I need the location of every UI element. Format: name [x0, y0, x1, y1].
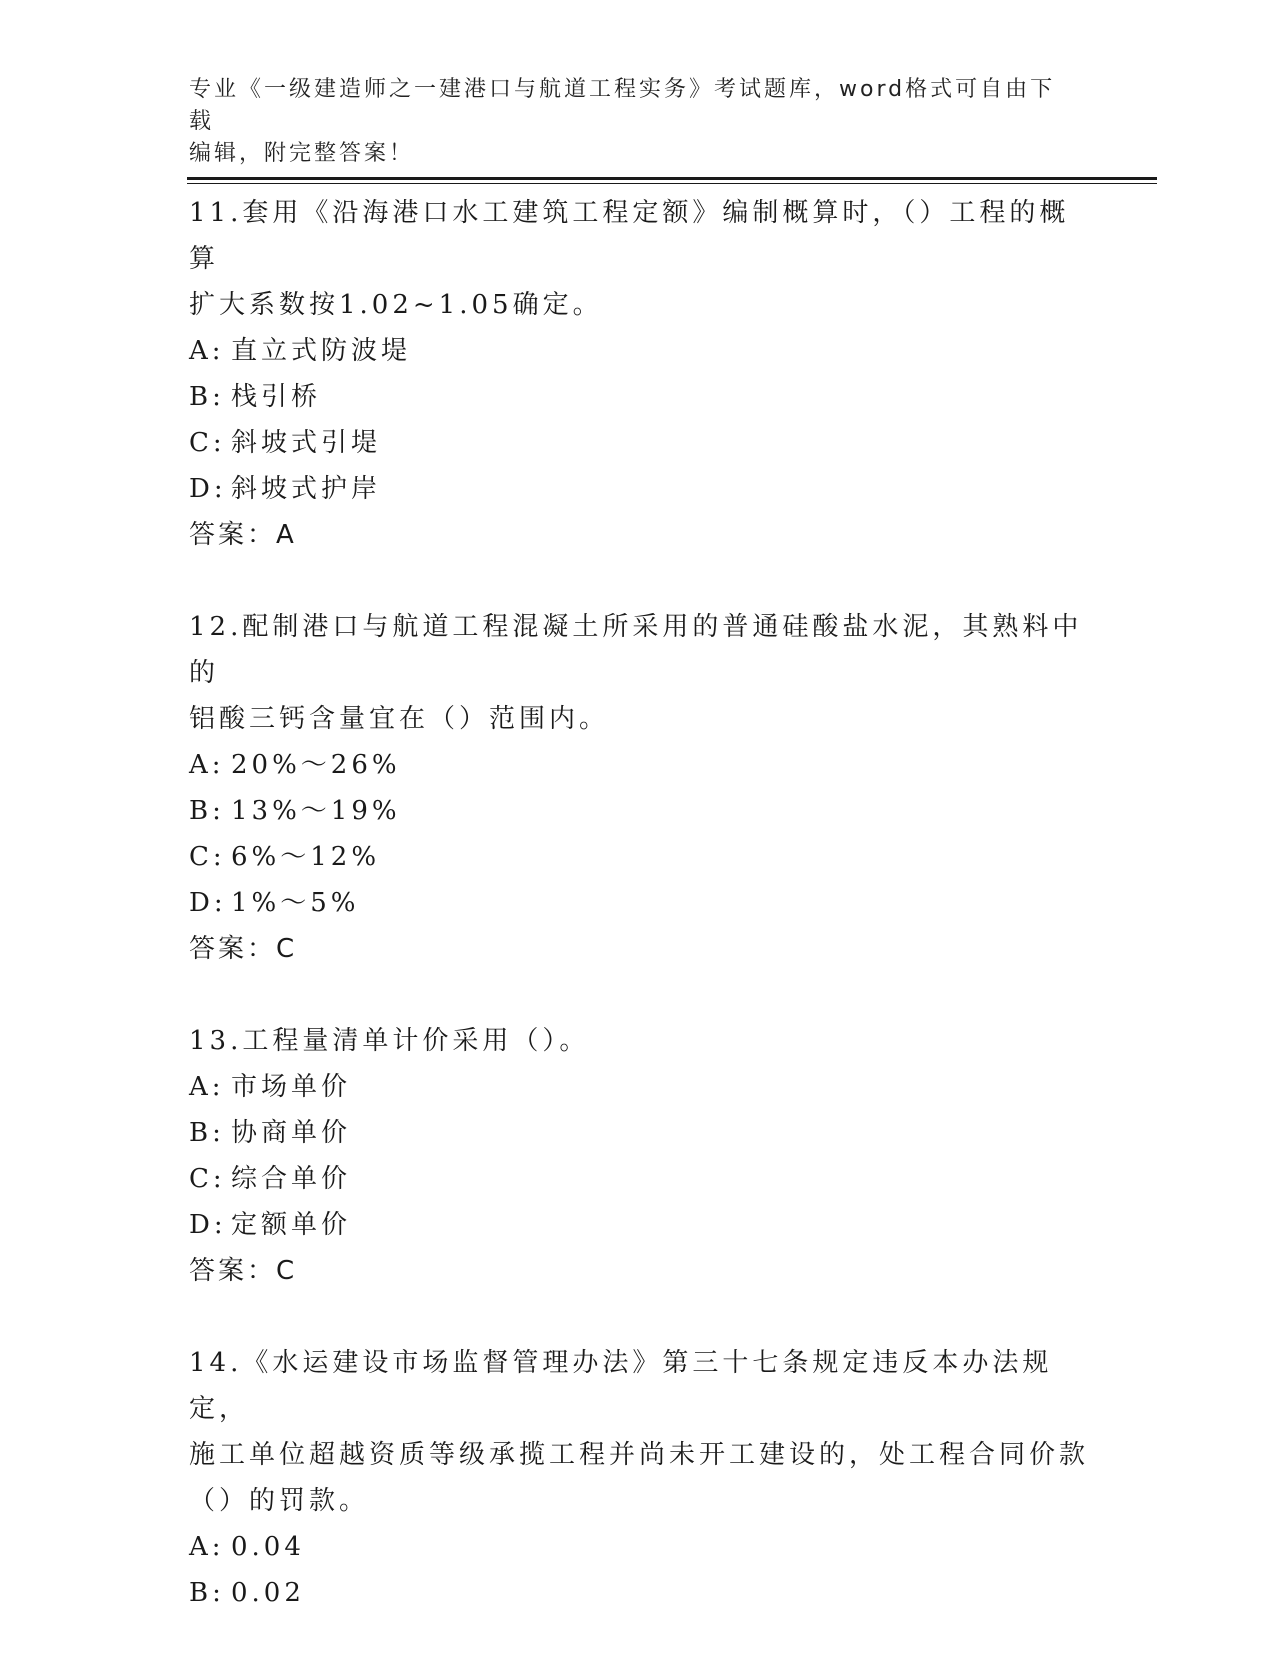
- option-letter: B:: [189, 382, 225, 412]
- header-line-1: 专业《一级建造师之一建港口与航道工程实务》考试题库，word格式可自由下载: [189, 77, 1056, 134]
- answer-option: [189, 880, 1089, 926]
- answer-option: [189, 1110, 1089, 1156]
- question-stem-line: 铝酸三钙含量宜在（）范围内。: [189, 704, 610, 734]
- option-text: 1%～5%: [231, 888, 360, 918]
- option-text: 0.02: [231, 1578, 305, 1608]
- answer-option: [189, 420, 1089, 466]
- option-text: 定额单价: [231, 1210, 352, 1240]
- question-block: [189, 1340, 1089, 1616]
- option-text: 直立式防波堤: [231, 336, 412, 366]
- answer-line: 答案：C: [189, 934, 298, 964]
- answer-line: 答案：A: [189, 520, 297, 550]
- answer-option: [189, 788, 1089, 834]
- question-stem-line: 11.套用《沿海港口水工建筑工程定额》编制概算时，（）工程的概算: [189, 198, 1070, 274]
- answer-option: [189, 742, 1089, 788]
- option-letter: A:: [189, 336, 225, 366]
- question-stem-line: 13.工程量清单计价采用（）。: [189, 1026, 590, 1056]
- question-block: [189, 1018, 1089, 1294]
- option-letter: A:: [189, 1532, 225, 1562]
- question-stem-line: 施工单位超越资质等级承揽工程并尚未开工建设的，处工程合同价款: [189, 1440, 1090, 1470]
- option-letter: A:: [189, 750, 225, 780]
- question-list: [189, 190, 1089, 1662]
- question-block: [189, 604, 1089, 972]
- answer-option: [189, 1064, 1089, 1110]
- option-letter: A:: [189, 1072, 225, 1102]
- header-divider-thick: [187, 177, 1157, 180]
- option-letter: D:: [189, 888, 227, 918]
- option-letter: D:: [189, 474, 227, 504]
- option-letter: B:: [189, 1118, 225, 1148]
- option-letter: C:: [189, 1164, 226, 1194]
- option-letter: D:: [189, 1210, 227, 1240]
- answer-option: [189, 834, 1089, 880]
- option-text: 斜坡式引堤: [231, 428, 382, 458]
- option-text: 斜坡式护岸: [231, 474, 382, 504]
- option-text: 20%～26%: [231, 750, 401, 780]
- option-text: 0.04: [231, 1532, 305, 1562]
- answer-option: [189, 1202, 1089, 1248]
- question-stem-line: 14.《水运建设市场监督管理办法》第三十七条规定违反本办法规定，: [189, 1348, 1053, 1424]
- header-line-2: 编辑，附完整答案！: [189, 141, 415, 166]
- answer-line: 答案：C: [189, 1256, 298, 1286]
- answer-option: [189, 328, 1089, 374]
- option-letter: C:: [189, 842, 226, 872]
- option-letter: B:: [189, 796, 225, 826]
- option-text: 协商单价: [231, 1118, 352, 1148]
- answer-option: [189, 466, 1089, 512]
- option-text: 栈引桥: [231, 382, 322, 412]
- answer-option: [189, 374, 1089, 420]
- question-block: [189, 190, 1089, 558]
- question-stem-line: 12.配制港口与航道工程混凝土所采用的普通硅酸盐水泥，其熟料中的: [189, 612, 1083, 688]
- option-text: 13%～19%: [231, 796, 401, 826]
- answer-option: [189, 1524, 1089, 1570]
- option-letter: B:: [189, 1578, 225, 1608]
- question-stem-line: （）的罚款。: [189, 1486, 370, 1516]
- document-header: [189, 74, 1069, 170]
- question-stem-line: 扩大系数按1.02~1.05确定。: [189, 290, 603, 320]
- option-letter: C:: [189, 428, 226, 458]
- option-text: 综合单价: [231, 1164, 352, 1194]
- header-divider-thin: [187, 183, 1157, 184]
- option-text: 市场单价: [231, 1072, 352, 1102]
- answer-option: [189, 1570, 1089, 1616]
- answer-option: [189, 1156, 1089, 1202]
- option-text: 6%～12%: [231, 842, 381, 872]
